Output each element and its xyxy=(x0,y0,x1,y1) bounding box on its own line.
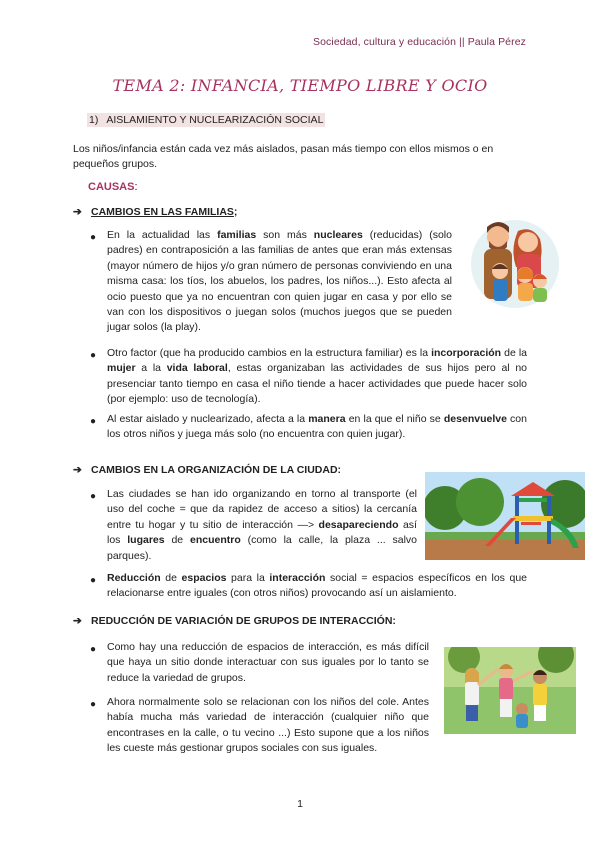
bullet-icon: ● xyxy=(90,575,97,586)
causas-label: CAUSAS: xyxy=(88,181,138,193)
page-number: 1 xyxy=(297,798,303,810)
bullet-icon: ● xyxy=(90,644,97,655)
arrow-icon: ➔ xyxy=(73,615,82,627)
playground-photo xyxy=(425,472,585,560)
arrow-icon: ➔ xyxy=(73,464,82,476)
page-header: Sociedad, cultura y educación || Paula Pérez xyxy=(313,36,526,48)
heading-grupos: ➔ REDUCCIÓN DE VARIACIÓN DE GRUPOS DE INTERACCIÓN: xyxy=(73,615,396,627)
section-label: AISLAMIENTO Y NUCLEARIZACIÓN SOCIAL xyxy=(106,114,324,126)
family-illustration xyxy=(470,209,560,317)
section-number: 1) xyxy=(89,114,99,126)
page-title: TEMA 2: INFANCIA, TIEMPO LIBRE Y OCIO xyxy=(112,76,488,95)
arrow-icon: ➔ xyxy=(73,206,82,218)
paragraph-reduccion-grupos: Como hay una reducción de espacios de interacción, es más difícil que haya un sitio donde interactuar con sus iguales por lo tanto se reduce la variedad de grupos. xyxy=(107,641,429,684)
intro-paragraph: Los niños/infancia están cada vez más aislados, pasan más tiempo con ellos mismos o en pequeños grupos. xyxy=(73,143,494,170)
section-heading xyxy=(87,114,325,126)
paragraph-familias-nucleares: En la actualidad las familias son más nucleares (reducidas) (solo padres) en contraposición a las familias de antes que eran más extensas (mayor número de hijos y/o gran número de personas conviviendo en una misma casa: los tíos, los abuelos, los padres, los niños...). Esto afecta al ocio puesto que ya no encuentran con quien jugar en casa y por ello se van con los dispositivos o juegan solos (muchos juegos que se pueden jugar solos (la play). xyxy=(107,229,452,334)
children-playing-photo xyxy=(444,647,576,734)
paragraph-mujer-laboral: Otro factor (que ha producido cambios en la estructura familiar) es la incorporación de la mujer a la vida laboral, estas organizaban las actividades de sus hijos pero al no presenciar tanto tiempo en casa el niño tiende a hacer actividades que puede hacer solo (por ejemplo: uso de tecnología). xyxy=(107,347,528,406)
bullet-icon: ● xyxy=(90,416,97,427)
paragraph-reduccion-espacios: Reducción de espacios para la interacción social = espacios específicos en los que relacionarse entre iguales (con otros niños) provocando así un aislamiento. xyxy=(107,572,527,600)
heading-ciudad: ➔ CAMBIOS EN LA ORGANIZACIÓN DE LA CIUDAD: xyxy=(73,464,342,476)
paragraph-ninos-cole: Ahora normalmente solo se relacionan con los niños del cole. Antes había mucha más variedad de interacción (cualquier niño que encontrases en la calle, o tu vecino ...) Esto supone que a los niños les cueste más gestionar grupos sociales con sus iguales. xyxy=(107,696,429,755)
bullet-icon: ● xyxy=(90,232,97,243)
heading-familias: ➔ CAMBIOS EN LAS FAMILIAS; xyxy=(73,206,238,218)
paragraph-ciudades: Las ciudades se han ido organizando en torno al transporte (el uso del coche = que da rapidez de acceso a sitios) la cercanía entre tu hogar y tu sitio de interacción —> desapareciendo así los lugares de encuentro (como la calle, la plaza ... salvo parques). xyxy=(107,488,417,562)
bullet-icon: ● xyxy=(90,350,97,361)
paragraph-aislado: Al estar aislado y nuclearizado, afecta a la manera en la que el niño se desenvuelve con los otros niños y juega más solo (no encuentra con quien jugar). xyxy=(107,413,527,441)
bullet-icon: ● xyxy=(90,491,97,502)
bullet-icon: ● xyxy=(90,699,97,710)
